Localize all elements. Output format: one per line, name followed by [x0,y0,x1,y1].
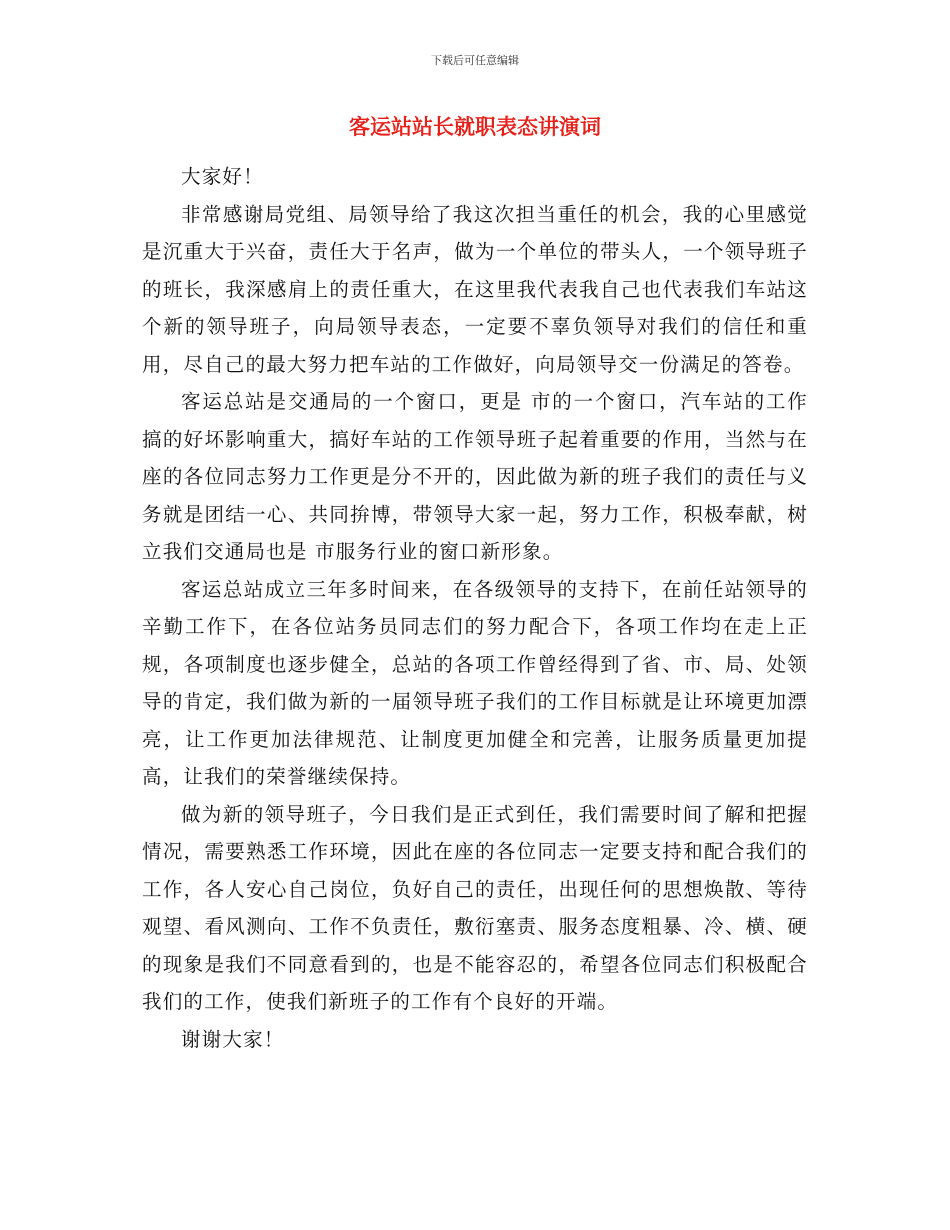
body-paragraph: 非常感谢局党组、局领导给了我这次担当重任的机会，我的心里感觉是沉重大于兴奋，责任大于名声，做为一个单位的带头人，一个领导班子的班长，我深感肩上的责任重大，在这里我代表我自己也代表我们车站这个新的领导班子，向局领导表态，一定要不辜负领导对我们的信任和重用，尽自己的最大努力把车站的工作做好，向局领导交一份满足的答卷。 [142,202,808,376]
body-paragraph: 客运总站成立三年多时间来，在各级领导的支持下，在前任站领导的辛勤工作下，在各位站务员同志们的努力配合下，各项工作均在走上正规，各项制度也逐步健全，总站的各项工作曾经得到了省、市、局、处领导的肯定，我们做为新的一届领导班子我们的工作目标就是让环境更加漂亮，让工作更加法律规范、让制度更加健全和完善，让服务质量更加提高，让我们的荣誉继续保持。 [142,577,808,788]
body-paragraph: 客运总站是交通局的一个窗口，更是 市的一个窗口，汽车站的工作搞的好坏影响重大，搞好车站的工作领导班子起着重要的作用，当然与在座的各位同志努力工作更是分不开的，因此做为新的班子我们的责任与义务就是团结一心、共同拚博，带领导大家一起，努力工作，积极奉献，树立我们交通局也是 市服务行业的窗口新形象。 [142,390,808,563]
body-paragraph: 做为新的领导班子，今日我们是正式到任，我们需要时间了解和把握情况，需要熟悉工作环境，因此在座的各位同志一定要支持和配合我们的工作，各人安心自己岗位，负好自己的责任，出现任何的思想焕散、等待观望、看风测向、工作不负责任，敷衍塞责、服务态度粗暴、冷、横、硬的现象是我们不同意看到的，也是不能容忍的，希望各位同志们积极配合我们的工作，使我们新班子的工作有个良好的开端。 [142,802,808,1013]
greeting-paragraph: 大家好！ [181,165,264,188]
header-note: 下载后可任意编辑 [431,54,519,67]
closing-paragraph: 谢谢大家！ [181,1027,285,1051]
document-title: 客运站站长就职表态讲演词 [349,115,601,139]
document-body [142,158,808,1058]
